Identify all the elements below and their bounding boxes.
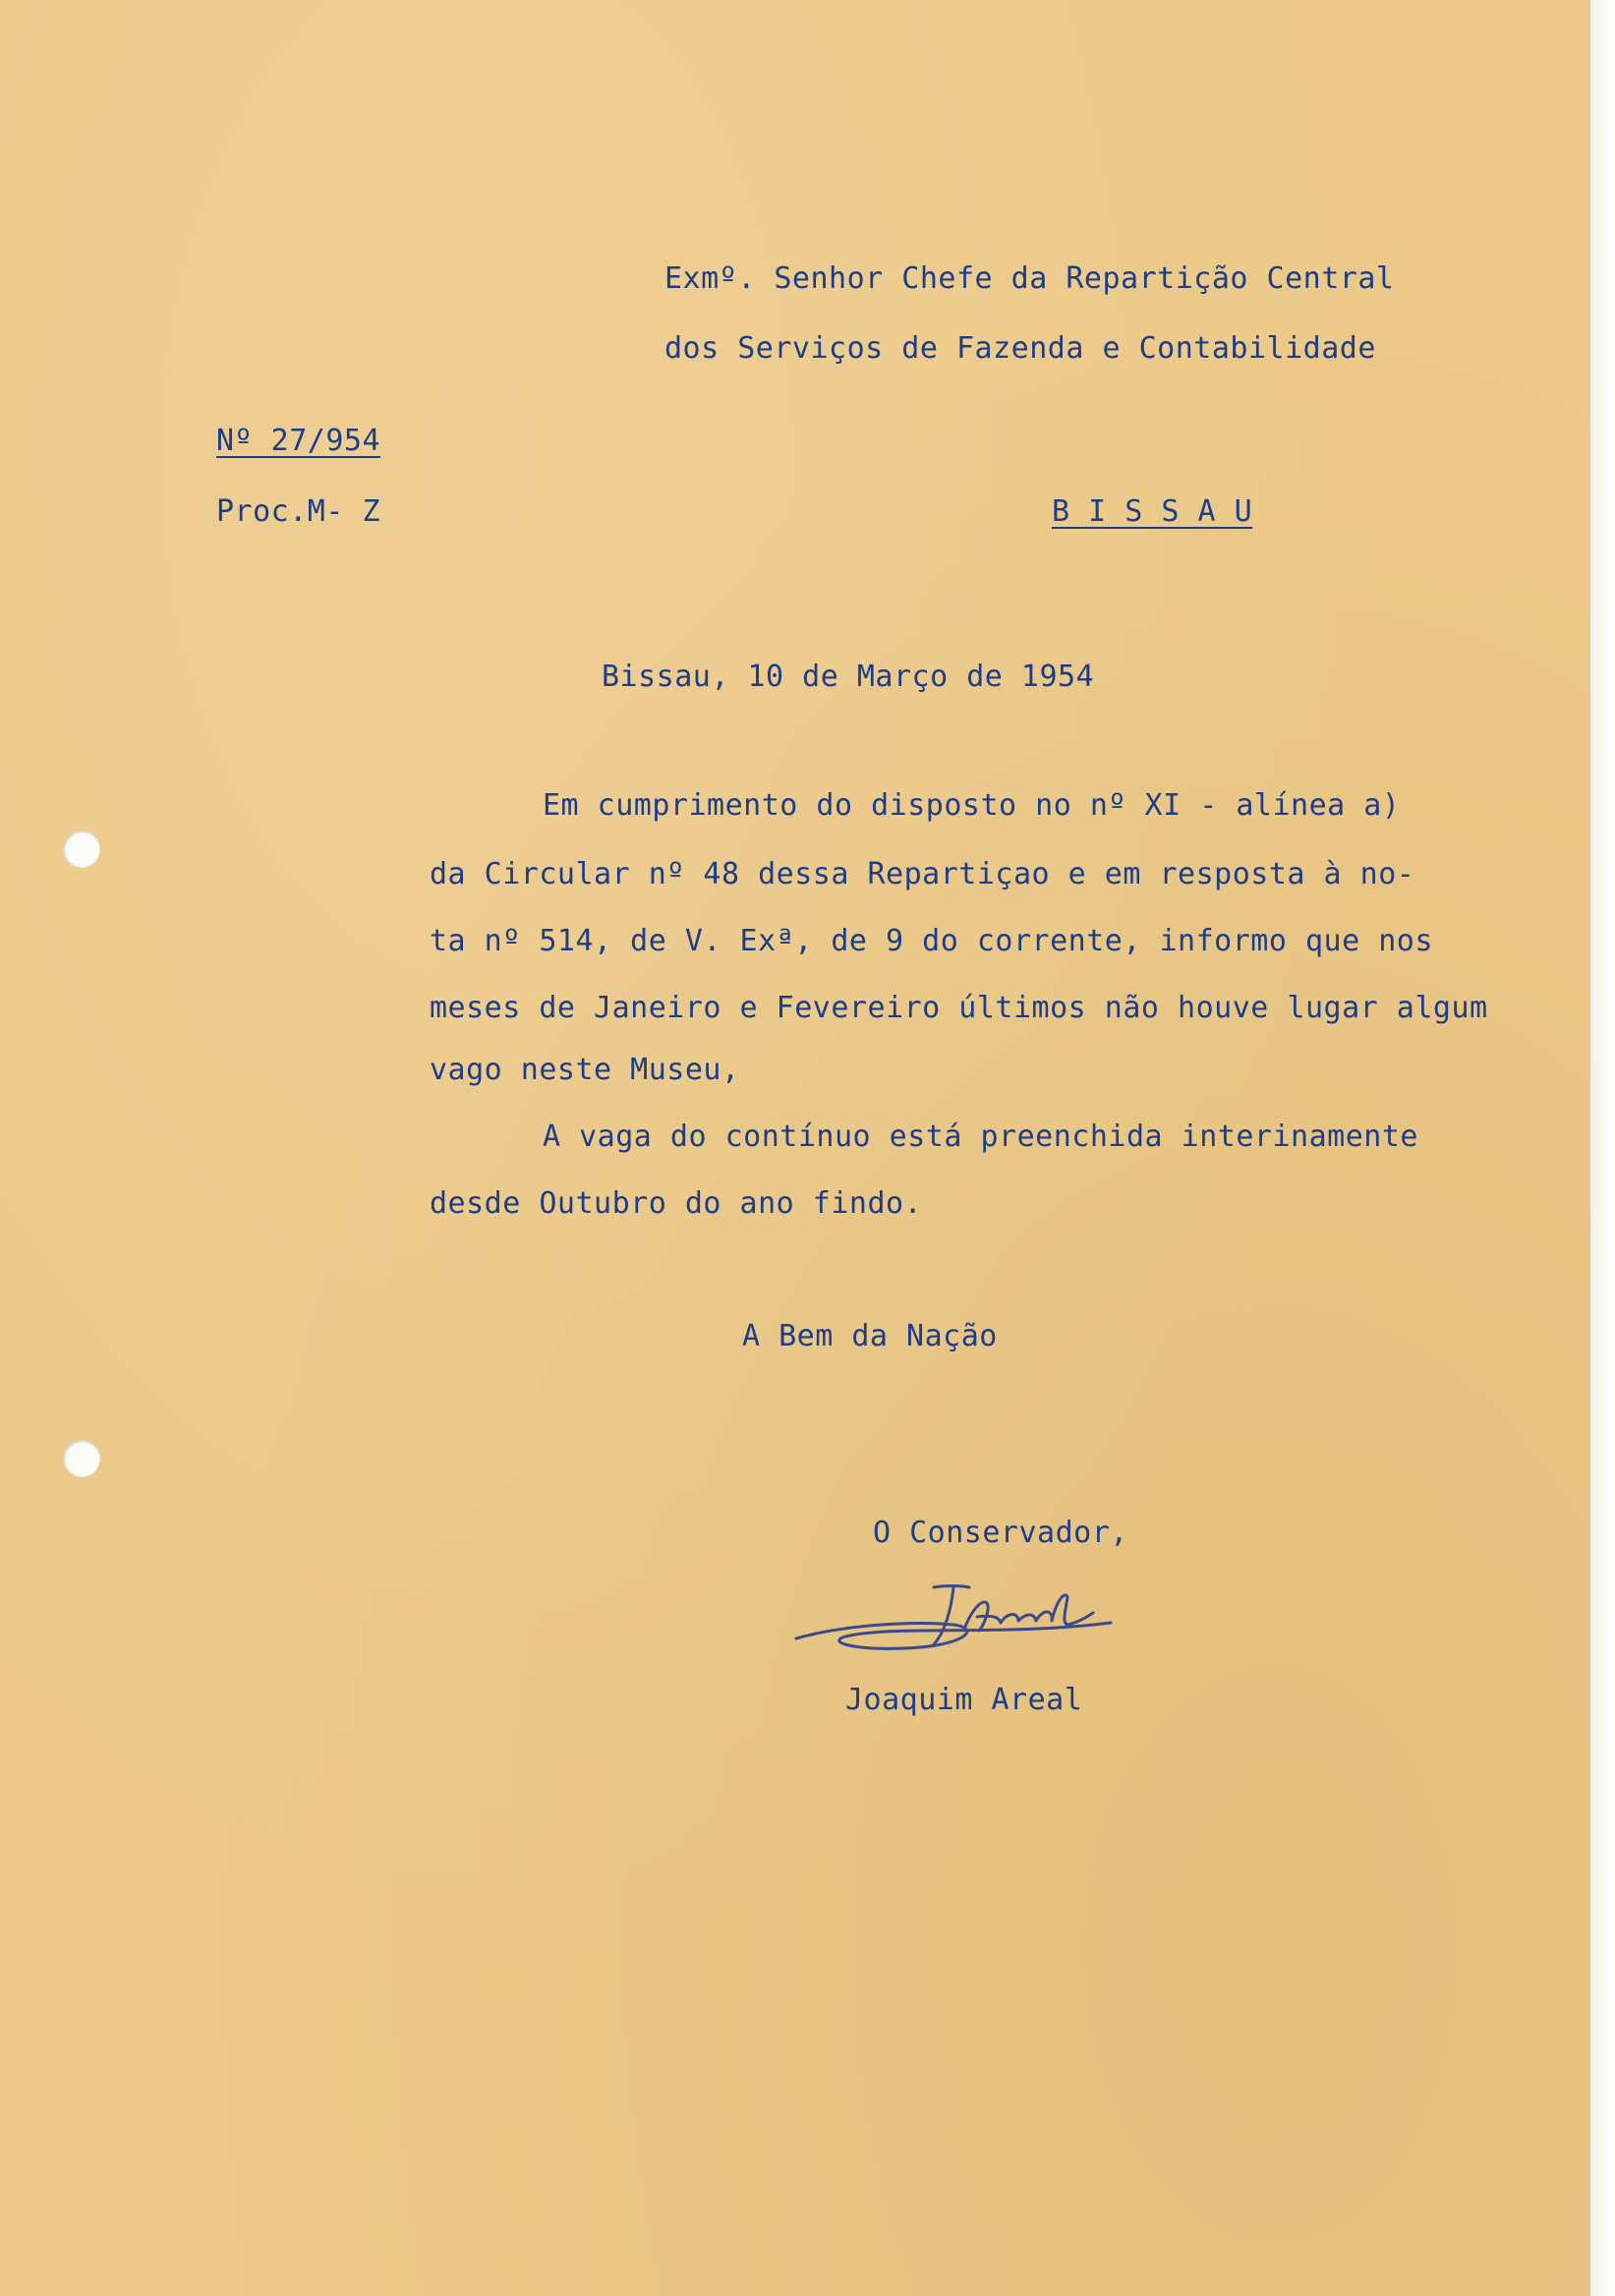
punch-hole-top bbox=[63, 831, 100, 868]
body-line-7: desde Outubro do ano findo. bbox=[430, 1186, 923, 1221]
reference-number: Nº 27/954 bbox=[216, 424, 381, 458]
handwritten-signature bbox=[786, 1578, 1125, 1671]
date-line: Bissau, 10 de Março de 1954 bbox=[602, 660, 1095, 694]
signatory-name: Joaquim Areal bbox=[845, 1683, 1083, 1717]
punch-hole-bottom bbox=[63, 1440, 100, 1477]
addressee-line-1: Exmº. Senhor Chefe da Repartição Central bbox=[664, 261, 1395, 296]
body-line-2: da Circular nº 48 dessa Repartiçao e em resposta à no- bbox=[430, 857, 1415, 891]
signatory-title: O Conservador, bbox=[873, 1516, 1128, 1550]
destination-city: B I S S A U bbox=[1052, 494, 1253, 529]
body-line-4: meses de Janeiro e Fevereiro últimos não houve lugar algum bbox=[430, 991, 1488, 1025]
body-line-1: Em cumprimento do disposto no nº XI - alínea a) bbox=[543, 788, 1401, 823]
process-reference: Proc.M- Z bbox=[216, 494, 381, 529]
paper-edge bbox=[1590, 0, 1615, 2296]
body-line-3: ta nº 514, de V. Exª, de 9 do corrente, informo que nos bbox=[430, 924, 1433, 958]
body-line-6: A vaga do contínuo está preenchida interinamente bbox=[543, 1119, 1418, 1154]
closing-salutation: A Bem da Nação bbox=[742, 1319, 998, 1353]
addressee-line-2: dos Serviços de Fazenda e Contabilidade bbox=[664, 331, 1376, 366]
body-line-5: vago neste Museu, bbox=[430, 1053, 740, 1087]
